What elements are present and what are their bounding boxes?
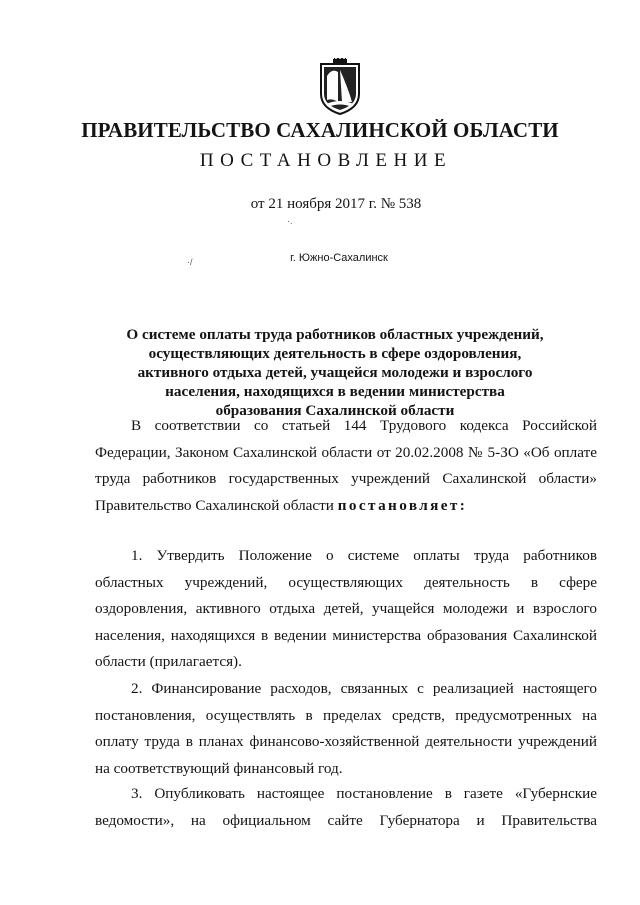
resolves-keyword: постановляет: bbox=[337, 496, 468, 514]
scan-speck: ·. bbox=[287, 216, 293, 226]
item-3-paragraph bbox=[95, 781, 597, 834]
text-line: на соответствующий финансовый год. bbox=[95, 759, 343, 777]
heading-line: О системе оплаты труда работников областных учреждений, bbox=[126, 326, 544, 343]
resolution-heading bbox=[100, 325, 570, 420]
coat-of-arms-icon bbox=[318, 58, 362, 116]
heading-line: населения, находящихся в ведении министерства bbox=[165, 383, 505, 400]
item-1-paragraph bbox=[95, 543, 597, 676]
text-line: населения, находящихся в ведении министерства образования Сахалинской bbox=[95, 626, 597, 644]
text-line: 2. Финансирование расходов, связанных с реализацией настоящего bbox=[131, 680, 597, 697]
scan-speck: ·/ bbox=[187, 257, 193, 267]
organization-title: ПРАВИТЕЛЬСТВО САХАЛИНСКОЙ ОБЛАСТИ bbox=[81, 118, 559, 142]
text-line: оплату труда в планах финансово-хозяйственной деятельности учреждений bbox=[95, 733, 597, 751]
document-type: ПОСТАНОВЛЕНИЕ bbox=[199, 150, 453, 171]
text-line: ведомости», на официальном сайте Губернатора и Правительства bbox=[95, 811, 597, 829]
heading-line: осуществляющих деятельность в сфере оздоровления, bbox=[148, 345, 522, 362]
heading-line: образования Сахалинской области bbox=[215, 402, 455, 419]
text-line: Федерации, Законом Сахалинской области от 20.02.2008 № 5-ЗО «Об оплате bbox=[95, 443, 597, 461]
text-line bbox=[95, 493, 597, 520]
text-line: оздоровления, активного отдыха детей, учащейся молодежи и взрослого bbox=[95, 600, 597, 618]
text-line: областных учреждений, осуществляющих деятельность в сфере bbox=[95, 573, 597, 591]
text-line: постановления, осуществлять в пределах средств, предусмотренных на bbox=[95, 706, 597, 724]
text-line: области (прилагается). bbox=[95, 653, 242, 671]
heading-line: активного отдыха детей, учащейся молодежи и взрослого bbox=[137, 364, 533, 381]
document-date-number: от 21 ноября 2017 г. № 538 bbox=[250, 196, 422, 212]
text-fragment: Правительство Сахалинской области bbox=[95, 496, 334, 514]
document-city: г. Южно-Сахалинск bbox=[290, 252, 388, 264]
text-line: труда работников государственных учреждений Сахалинской области» bbox=[95, 470, 597, 488]
text-line: 3. Опубликовать настоящее постановление в газете «Губернские bbox=[131, 785, 597, 802]
preamble-paragraph bbox=[95, 413, 597, 519]
text-line: В соответствии со статьей 144 Трудового кодекса Российской bbox=[131, 417, 597, 434]
text-line: 1. Утвердить Положение о системе оплаты труда работников bbox=[131, 547, 597, 564]
item-2-paragraph bbox=[95, 676, 597, 782]
